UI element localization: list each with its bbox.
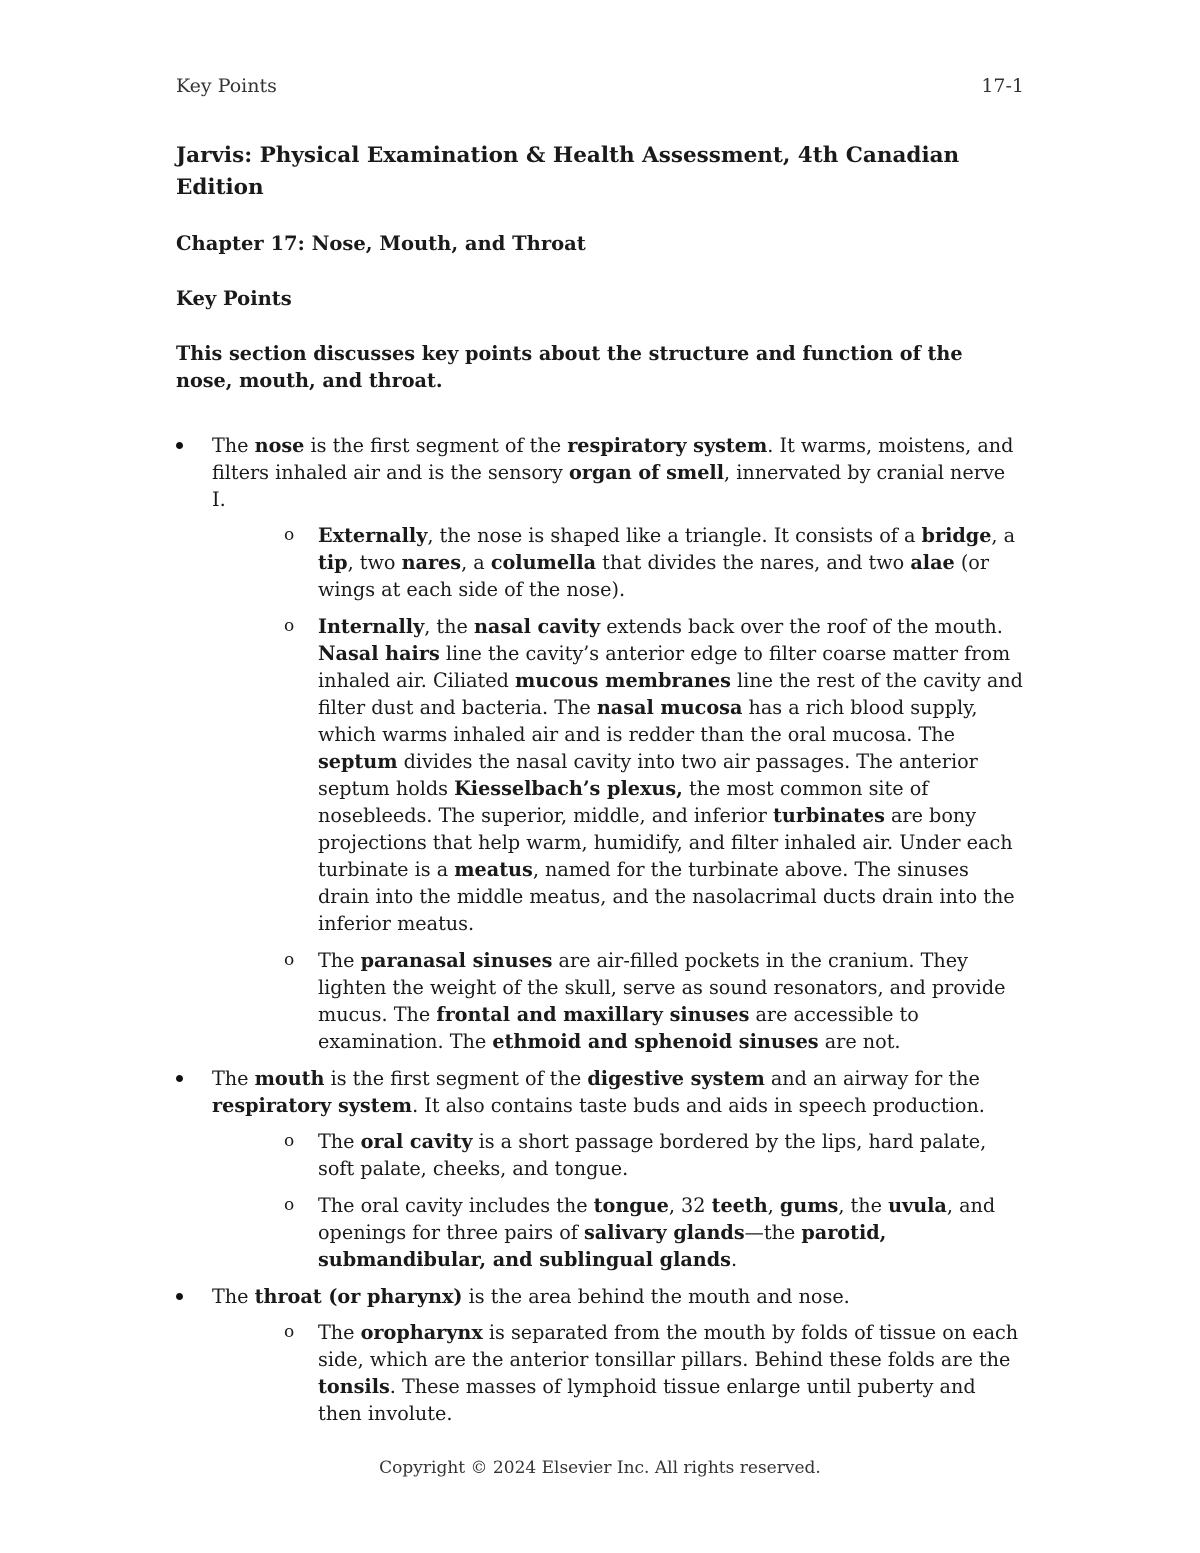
text-run: The xyxy=(318,949,361,972)
text-run: and an airway for the xyxy=(764,1067,980,1090)
circle-bullet-icon: o xyxy=(284,1322,295,1342)
circle-bullet-icon: o xyxy=(284,616,295,636)
bold-term: tonsils xyxy=(318,1375,390,1398)
bold-term: mouth xyxy=(254,1067,325,1090)
text-run: The xyxy=(212,1285,255,1308)
document-body xyxy=(176,140,1024,1437)
bold-term: oropharynx xyxy=(360,1321,483,1344)
text-run: the most common site of nosebleeds. The superior, middle, and inferior xyxy=(318,777,929,827)
text-run: is a short passage bordered by the lips, hard palate, soft palate, cheeks, and tongue. xyxy=(318,1130,987,1180)
text-run: divides the nasal cavity into two air passages. The anterior septum holds xyxy=(318,750,978,800)
text-run: are accessible to examination. The xyxy=(318,1003,919,1053)
text-run: , innervated by cranial nerve I. xyxy=(212,461,1006,511)
list-item xyxy=(176,1283,1024,1427)
bold-term: bridge xyxy=(921,524,992,547)
circle-bullet-icon: o xyxy=(284,525,295,545)
bullet-dot-icon xyxy=(176,1293,183,1300)
text-run: —the xyxy=(744,1221,802,1244)
bold-term: meatus xyxy=(454,858,533,881)
bold-term: septum xyxy=(318,750,398,773)
bold-term: tongue xyxy=(593,1194,669,1217)
bullet-dot-icon xyxy=(176,442,183,449)
text-run: The xyxy=(212,434,255,457)
bold-term: digestive system xyxy=(587,1067,765,1090)
sub-list xyxy=(212,522,1024,1055)
bold-term: mucous membranes xyxy=(514,669,731,692)
sub-list-item xyxy=(248,522,1024,603)
bold-term: frontal and maxillary sinuses xyxy=(436,1003,750,1026)
text-run: is the first segment of the xyxy=(304,434,568,457)
bold-term: oral cavity xyxy=(360,1130,473,1153)
bold-term: nasal cavity xyxy=(473,615,601,638)
bold-term: throat (or pharynx) xyxy=(254,1285,463,1308)
bold-term: nasal mucosa xyxy=(596,696,743,719)
text-run: line the cavity’s anterior edge to filter coarse matter from inhaled air. Ciliated xyxy=(318,642,1011,692)
list-item xyxy=(176,432,1024,1055)
text-run: . xyxy=(730,1248,738,1271)
text-run: , xyxy=(767,1194,780,1217)
page-number: 17-1 xyxy=(981,75,1024,97)
header-left: Key Points xyxy=(176,75,277,97)
list-item xyxy=(176,1065,1024,1273)
text-run: are air-filled pockets in the cranium. They lighten the weight of the skull, serve as sound resonators, and provide mucus. The xyxy=(318,949,1006,1026)
text-run: are not. xyxy=(818,1030,901,1053)
bullet-dot-icon xyxy=(176,1075,183,1082)
bold-term: organ of smell xyxy=(568,461,724,484)
text-run: (or wings at each side of the nose). xyxy=(318,551,990,601)
chapter-title: Chapter 17: Nose, Mouth, and Throat xyxy=(176,232,586,255)
text-run: are bony projections that help warm, humidify, and filter inhaled air. Under each turbinate is a xyxy=(318,804,1013,881)
sub-list-item xyxy=(248,1319,1024,1427)
bold-term: gums xyxy=(779,1194,839,1217)
bold-term: Externally xyxy=(318,524,428,547)
sub-list-item-text xyxy=(318,1128,1024,1182)
bold-term: respiratory system xyxy=(567,434,768,457)
key-points-list xyxy=(176,432,1024,1427)
bold-term: Nasal hairs xyxy=(318,642,440,665)
document-title: Jarvis: Physical Examination & Health Assessment, 4th Canadian Edition xyxy=(176,143,960,200)
list-item-text xyxy=(212,432,1024,513)
sub-list xyxy=(212,1128,1024,1273)
text-run: The xyxy=(212,1067,255,1090)
list-item-text xyxy=(212,1283,1024,1310)
circle-bullet-icon: o xyxy=(284,950,295,970)
text-run: that divides the nares, and two xyxy=(596,551,911,574)
text-run: , a xyxy=(461,551,491,574)
text-run: , two xyxy=(347,551,402,574)
text-run: has a rich blood supply, which warms inhaled air and is redder than the oral mucosa. The xyxy=(318,696,978,746)
text-run: . It warms, moistens, and filters inhaled air and is the sensory xyxy=(212,434,1014,484)
text-run: , named for the turbinate above. The sinuses drain into the middle meatus, and the nasolacrimal ducts drain into the inferior meatus. xyxy=(318,858,1015,935)
text-run: is the first segment of the xyxy=(324,1067,588,1090)
copyright-footer: Copyright © 2024 Elsevier Inc. All rights reserved. xyxy=(379,1458,821,1478)
text-run: The xyxy=(318,1321,361,1344)
sub-list-item xyxy=(248,947,1024,1055)
text-run: extends back over the roof of the mouth. xyxy=(600,615,1003,638)
bold-term: alae xyxy=(910,551,955,574)
circle-bullet-icon: o xyxy=(284,1131,295,1151)
text-run: , 32 xyxy=(668,1194,712,1217)
text-run: The oral cavity includes the xyxy=(318,1194,594,1217)
sub-list-item-text xyxy=(318,613,1024,937)
intro-paragraph: This section discusses key points about the structure and function of the nose, mouth, and throat. xyxy=(176,342,963,392)
bold-term: Internally xyxy=(318,615,425,638)
bold-term: Kiesselbach’s plexus, xyxy=(454,777,683,800)
bold-term: tip xyxy=(318,551,348,574)
text-run: , a xyxy=(991,524,1016,547)
sub-list-item-text xyxy=(318,1319,1024,1427)
circle-bullet-icon: o xyxy=(284,1195,295,1215)
bold-term: salivary glands xyxy=(583,1221,745,1244)
bold-term: uvula xyxy=(888,1194,947,1217)
text-run: line the rest of the cavity and filter dust and bacteria. The xyxy=(318,669,1023,719)
bold-term: ethmoid and sphenoid sinuses xyxy=(492,1030,819,1053)
sub-list xyxy=(212,1319,1024,1427)
bold-term: columella xyxy=(490,551,597,574)
bold-term: turbinates xyxy=(773,804,885,827)
bold-term: respiratory system xyxy=(212,1094,413,1117)
section-title: Key Points xyxy=(176,287,292,310)
list-item-text xyxy=(212,1065,1024,1119)
sub-list-item xyxy=(248,1128,1024,1182)
bold-term: parotid, submandibular, and sublingual glands xyxy=(318,1221,887,1271)
text-run: . It also contains taste buds and aids in speech production. xyxy=(412,1094,985,1117)
text-run: The xyxy=(318,1130,361,1153)
sub-list-item xyxy=(248,613,1024,937)
text-run: is the area behind the mouth and nose. xyxy=(462,1285,850,1308)
text-run: , the xyxy=(424,615,474,638)
bold-term: nares xyxy=(401,551,462,574)
sub-list-item-text xyxy=(318,1192,1024,1273)
text-run: is separated from the mouth by folds of tissue on each side, which are the anterior tonsillar pillars. Behind these folds are the xyxy=(318,1321,1019,1371)
bold-term: nose xyxy=(254,434,305,457)
text-run: . These masses of lymphoid tissue enlarge until puberty and then involute. xyxy=(318,1375,976,1425)
sub-list-item xyxy=(248,1192,1024,1273)
sub-list-item-text xyxy=(318,522,1024,603)
sub-list-item-text xyxy=(318,947,1024,1055)
text-run: , the nose is shaped like a triangle. It consists of a xyxy=(427,524,922,547)
bold-term: teeth xyxy=(711,1194,768,1217)
text-run: , and openings for three pairs of xyxy=(318,1194,996,1244)
text-run: , the xyxy=(838,1194,889,1217)
bold-term: paranasal sinuses xyxy=(360,949,553,972)
